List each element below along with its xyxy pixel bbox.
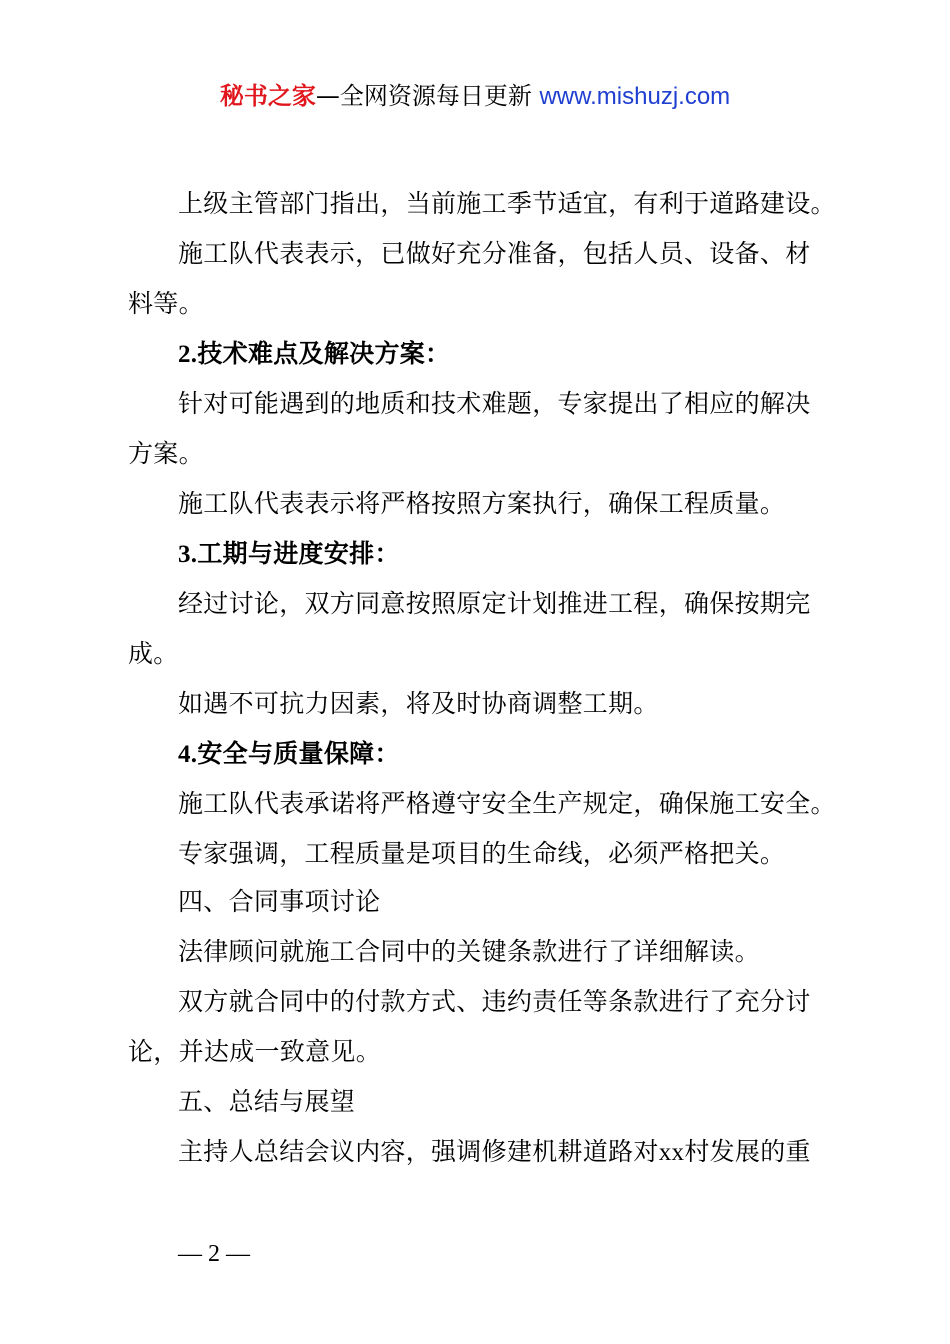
paragraph-line: 料等。 xyxy=(128,289,204,318)
heading-number: 2. xyxy=(178,341,198,368)
paragraph: 施工队代表承诺将严格遵守安全生产规定，确保施工安全。 xyxy=(178,789,836,818)
section-title-5: 五、总结与展望 xyxy=(178,1087,356,1116)
paragraph: 如遇不可抗力因素，将及时协商调整工期。 xyxy=(178,689,659,718)
section-heading-2 xyxy=(178,338,898,371)
text-segment: 主持人总结会议内容，强调修建机耕道路对 xyxy=(178,1137,659,1166)
paragraph-line: 方案。 xyxy=(128,439,204,468)
section-title-4: 四、合同事项讨论 xyxy=(178,887,381,916)
paragraph-line: 双方就合同中的付款方式、违约责任等条款进行了充分讨 xyxy=(178,987,811,1016)
header-brand: 秘书之家 xyxy=(219,82,316,110)
section-heading-4 xyxy=(178,738,898,771)
heading-text: 工期与进度安排： xyxy=(197,539,400,568)
heading-text: 安全与质量保障： xyxy=(197,739,400,768)
header-tagline: —全网资源每日更新 xyxy=(315,82,532,110)
paragraph-line xyxy=(178,1136,898,1169)
text-segment: 村发展的重 xyxy=(684,1137,811,1166)
header-url[interactable]: www.mishuzj.com xyxy=(539,83,731,110)
paragraph: 专家强调，工程质量是项目的生命线，必须严格把关。 xyxy=(178,839,786,868)
page-number: — 2 — xyxy=(178,1241,250,1267)
paragraph: 施工队代表表示将严格按照方案执行，确保工程质量。 xyxy=(178,489,786,518)
paragraph-line: 论，并达成一致意见。 xyxy=(128,1037,382,1066)
heading-number: 3. xyxy=(178,541,198,568)
paragraph-line: 经过讨论，双方同意按照原定计划推进工程，确保按期完 xyxy=(178,589,811,618)
heading-number: 4. xyxy=(178,741,198,768)
section-heading-3 xyxy=(178,538,898,571)
text-segment-latin: xx xyxy=(658,1139,685,1166)
paragraph-line: 施工队代表表示，已做好充分准备，包括人员、设备、材 xyxy=(178,239,811,268)
heading-text: 技术难点及解决方案： xyxy=(197,339,451,368)
paragraph: 上级主管部门指出，当前施工季节适宜，有利于道路建设。 xyxy=(178,189,836,218)
page-header xyxy=(0,80,950,113)
paragraph: 法律顾问就施工合同中的关键条款进行了详细解读。 xyxy=(178,937,760,966)
paragraph-line: 成。 xyxy=(128,639,179,668)
paragraph-line: 针对可能遇到的地质和技术难题，专家提出了相应的解决 xyxy=(178,389,811,418)
